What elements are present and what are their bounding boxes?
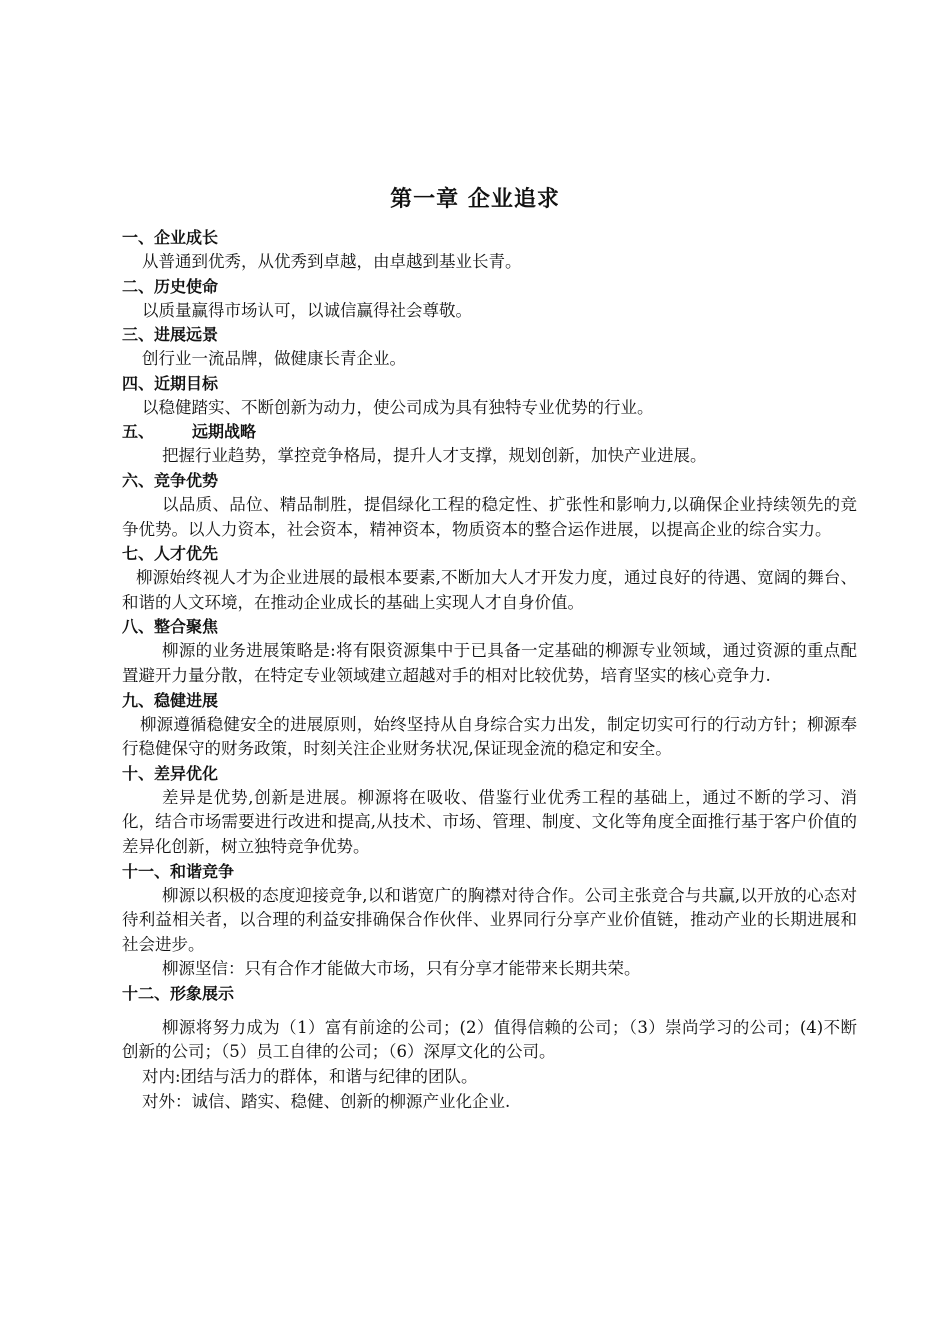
spacer	[122, 1006, 857, 1016]
section-paragraph: 柳源将努力成为（1）富有前途的公司；(2）值得信赖的公司；（3）崇尚学习的公司；(4)不断创新的公司；（5）员工自律的公司；（6）深厚文化的公司。	[122, 1017, 857, 1062]
section-heading-8: 八、整合聚焦	[122, 617, 219, 637]
section-heading-4: 四、近期目标	[122, 373, 219, 393]
section-heading-6: 六、竞争优势	[122, 470, 219, 490]
section-heading-7: 七、人才优先	[122, 544, 219, 564]
section-paragraph: 柳源坚信：只有合作才能做大市场，只有分享才能带来长期共荣。	[162, 959, 641, 979]
section-paragraph: 对内:团结与活力的群体，和谐与纪律的团队。	[142, 1067, 478, 1087]
section-heading-3: 三、进展远景	[122, 325, 219, 345]
section-paragraph: 创行业一流品牌，做健康长青企业。	[142, 349, 406, 369]
section-heading-12: 十二、形象展示	[122, 983, 235, 1003]
section-heading-2: 二、历史使命	[122, 276, 219, 296]
section-paragraph: 柳源遵循稳健安全的进展原则，始终坚持从自身综合实力出发，制定切实可行的行动方针；柳源奉行稳健保守的财务政策，时刻关注企业财务状况,保证现金流的稳定和安全。	[122, 714, 857, 759]
section-paragraph: 把握行业趋势，掌控竞争格局，提升人才支撑，规划创新，加快产业进展。	[162, 446, 707, 466]
section-paragraph: 从普通到优秀，从优秀到卓越，由卓越到基业长青。	[142, 252, 522, 271]
section-number: 五、	[122, 422, 155, 442]
section-heading-1: 一、企业成长	[122, 228, 219, 247]
section-paragraph: 差异是优势,创新是进展。柳源将在吸收、借鉴行业优秀工程的基础上，通过不断的学习、消化，结合市场需要进行改进和提高,从技术、市场、管理、制度、文化等角度全面推行基于客户价值的差异化创新，树立独特竞争优势。	[122, 787, 857, 856]
section-paragraph: 以质量赢得市场认可，以诚信赢得社会尊敬。	[142, 300, 472, 320]
section-heading-5	[122, 420, 857, 444]
section-paragraph: 柳源始终视人才为企业进展的最根本要素,不断加大人才开发力度，通过良好的待遇、宽阔的舞台、和谐的人文环境，在推动企业成长的基础上实现人才自身价值。	[122, 568, 857, 612]
section-heading-11: 十一、和谐竞争	[122, 861, 235, 881]
section-paragraph: 对外：诚信、踏实、稳健、创新的柳源产业化企业.	[142, 1091, 511, 1111]
section-paragraph: 柳源的业务进展策略是:将有限资源集中于已具备一定基础的柳源专业领域，通过资源的重点配置避开力量分散，在特定专业领域建立超越对手的相对比较优势，培育坚实的核心竞争力.	[122, 641, 857, 685]
section-paragraph: 以稳健踏实、不断创新为动力，使公司成为具有独特专业优势的行业。	[142, 397, 654, 417]
chapter-title: 第一章 企业追求	[390, 187, 560, 212]
document-body	[122, 226, 857, 1114]
section-title: 远期战略	[192, 422, 257, 442]
section-paragraph: 以品质、品位、精品制胜，提倡绿化工程的稳定性、扩张性和影响力,以确保企业持续领先的竞争优势。以人力资本，社会资本，精神资本，物质资本的整合运作进展，以提高企业的综合实力。	[122, 494, 857, 539]
section-paragraph: 柳源以积极的态度迎接竞争,以和谐宽广的胸襟对待合作。公司主张竞合与共赢,以开放的心态对待利益相关者，以合理的利益安排确保合作伙伴、业界同行分享产业价值链，推动产业的长期进展和社会进步。	[122, 885, 857, 954]
section-heading-10: 十、差异优化	[122, 763, 219, 783]
section-heading-9: 九、稳健进展	[122, 690, 219, 710]
